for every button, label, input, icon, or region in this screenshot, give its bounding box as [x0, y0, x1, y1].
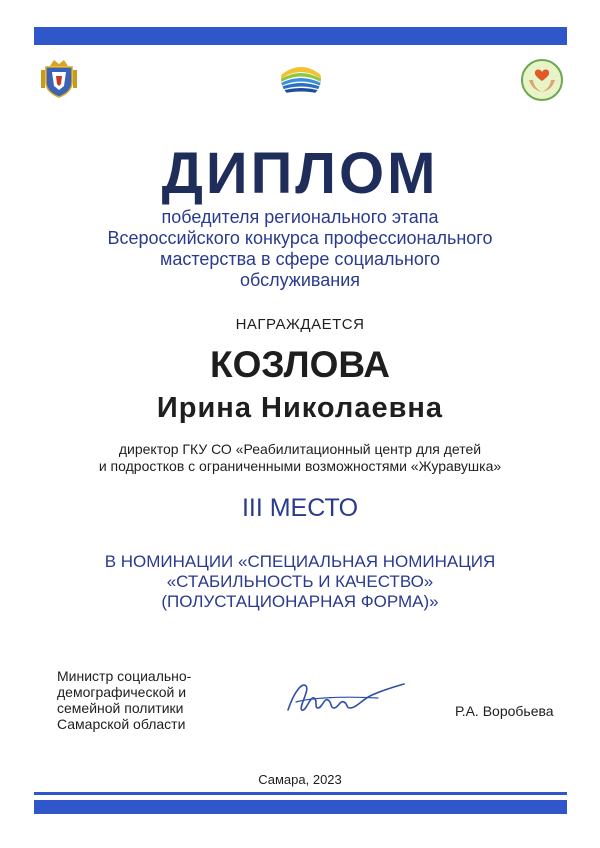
bottom-blue-bar	[34, 800, 567, 814]
place-award: III МЕСТО	[241, 494, 359, 522]
minister-line: Министр социально-	[57, 668, 192, 684]
bottom-thin-blue-bar	[34, 792, 567, 795]
recipient-surname: КОЗЛОВА	[210, 344, 390, 385]
recipient-given-names: Ирина Николаевна	[156, 392, 444, 424]
position-line: директор ГКУ СО «Реабилитационный центр для детей	[118, 441, 482, 457]
minister-line: демографической и	[57, 684, 187, 700]
samara-coat-of-arms-icon	[40, 58, 78, 98]
nomination-line: (ПОЛУСТАЦИОНАРНАЯ ФОРМА)»	[161, 592, 439, 611]
nomination	[0, 552, 600, 612]
minister-line: Самарской области	[57, 716, 186, 732]
subtitle-line: мастерства в сфере социального	[159, 249, 441, 269]
nomination-line: В НОМИНАЦИИ «СПЕЦИАЛЬНАЯ НОМИНАЦИЯ	[104, 552, 496, 571]
recipient-position	[0, 441, 600, 475]
handwritten-signature	[280, 672, 410, 722]
position-line: и подростков с ограниченными возможностями «Журавушка»	[98, 458, 502, 474]
minister-title	[57, 668, 191, 732]
sun-waves-logo-icon	[279, 57, 323, 101]
subtitle-line: Всероссийского конкурса профессионального	[107, 228, 493, 248]
minister-line: семейной политики	[57, 700, 184, 716]
diploma-subtitle	[0, 207, 600, 291]
hands-heart-logo-icon	[520, 58, 564, 102]
subtitle-line: обслуживания	[239, 270, 361, 290]
footer-place-year: Самара, 2023	[258, 772, 342, 787]
diploma-title: ДИПЛОМ	[161, 141, 439, 206]
top-blue-bar	[34, 27, 567, 45]
signer-name: Р.А. Воробьева	[455, 703, 554, 719]
awarded-label: НАГРАЖДАЕТСЯ	[235, 316, 365, 333]
subtitle-line: победителя регионального этапа	[161, 207, 439, 227]
nomination-line: «СТАБИЛЬНОСТЬ И КАЧЕСТВО»	[166, 572, 434, 591]
